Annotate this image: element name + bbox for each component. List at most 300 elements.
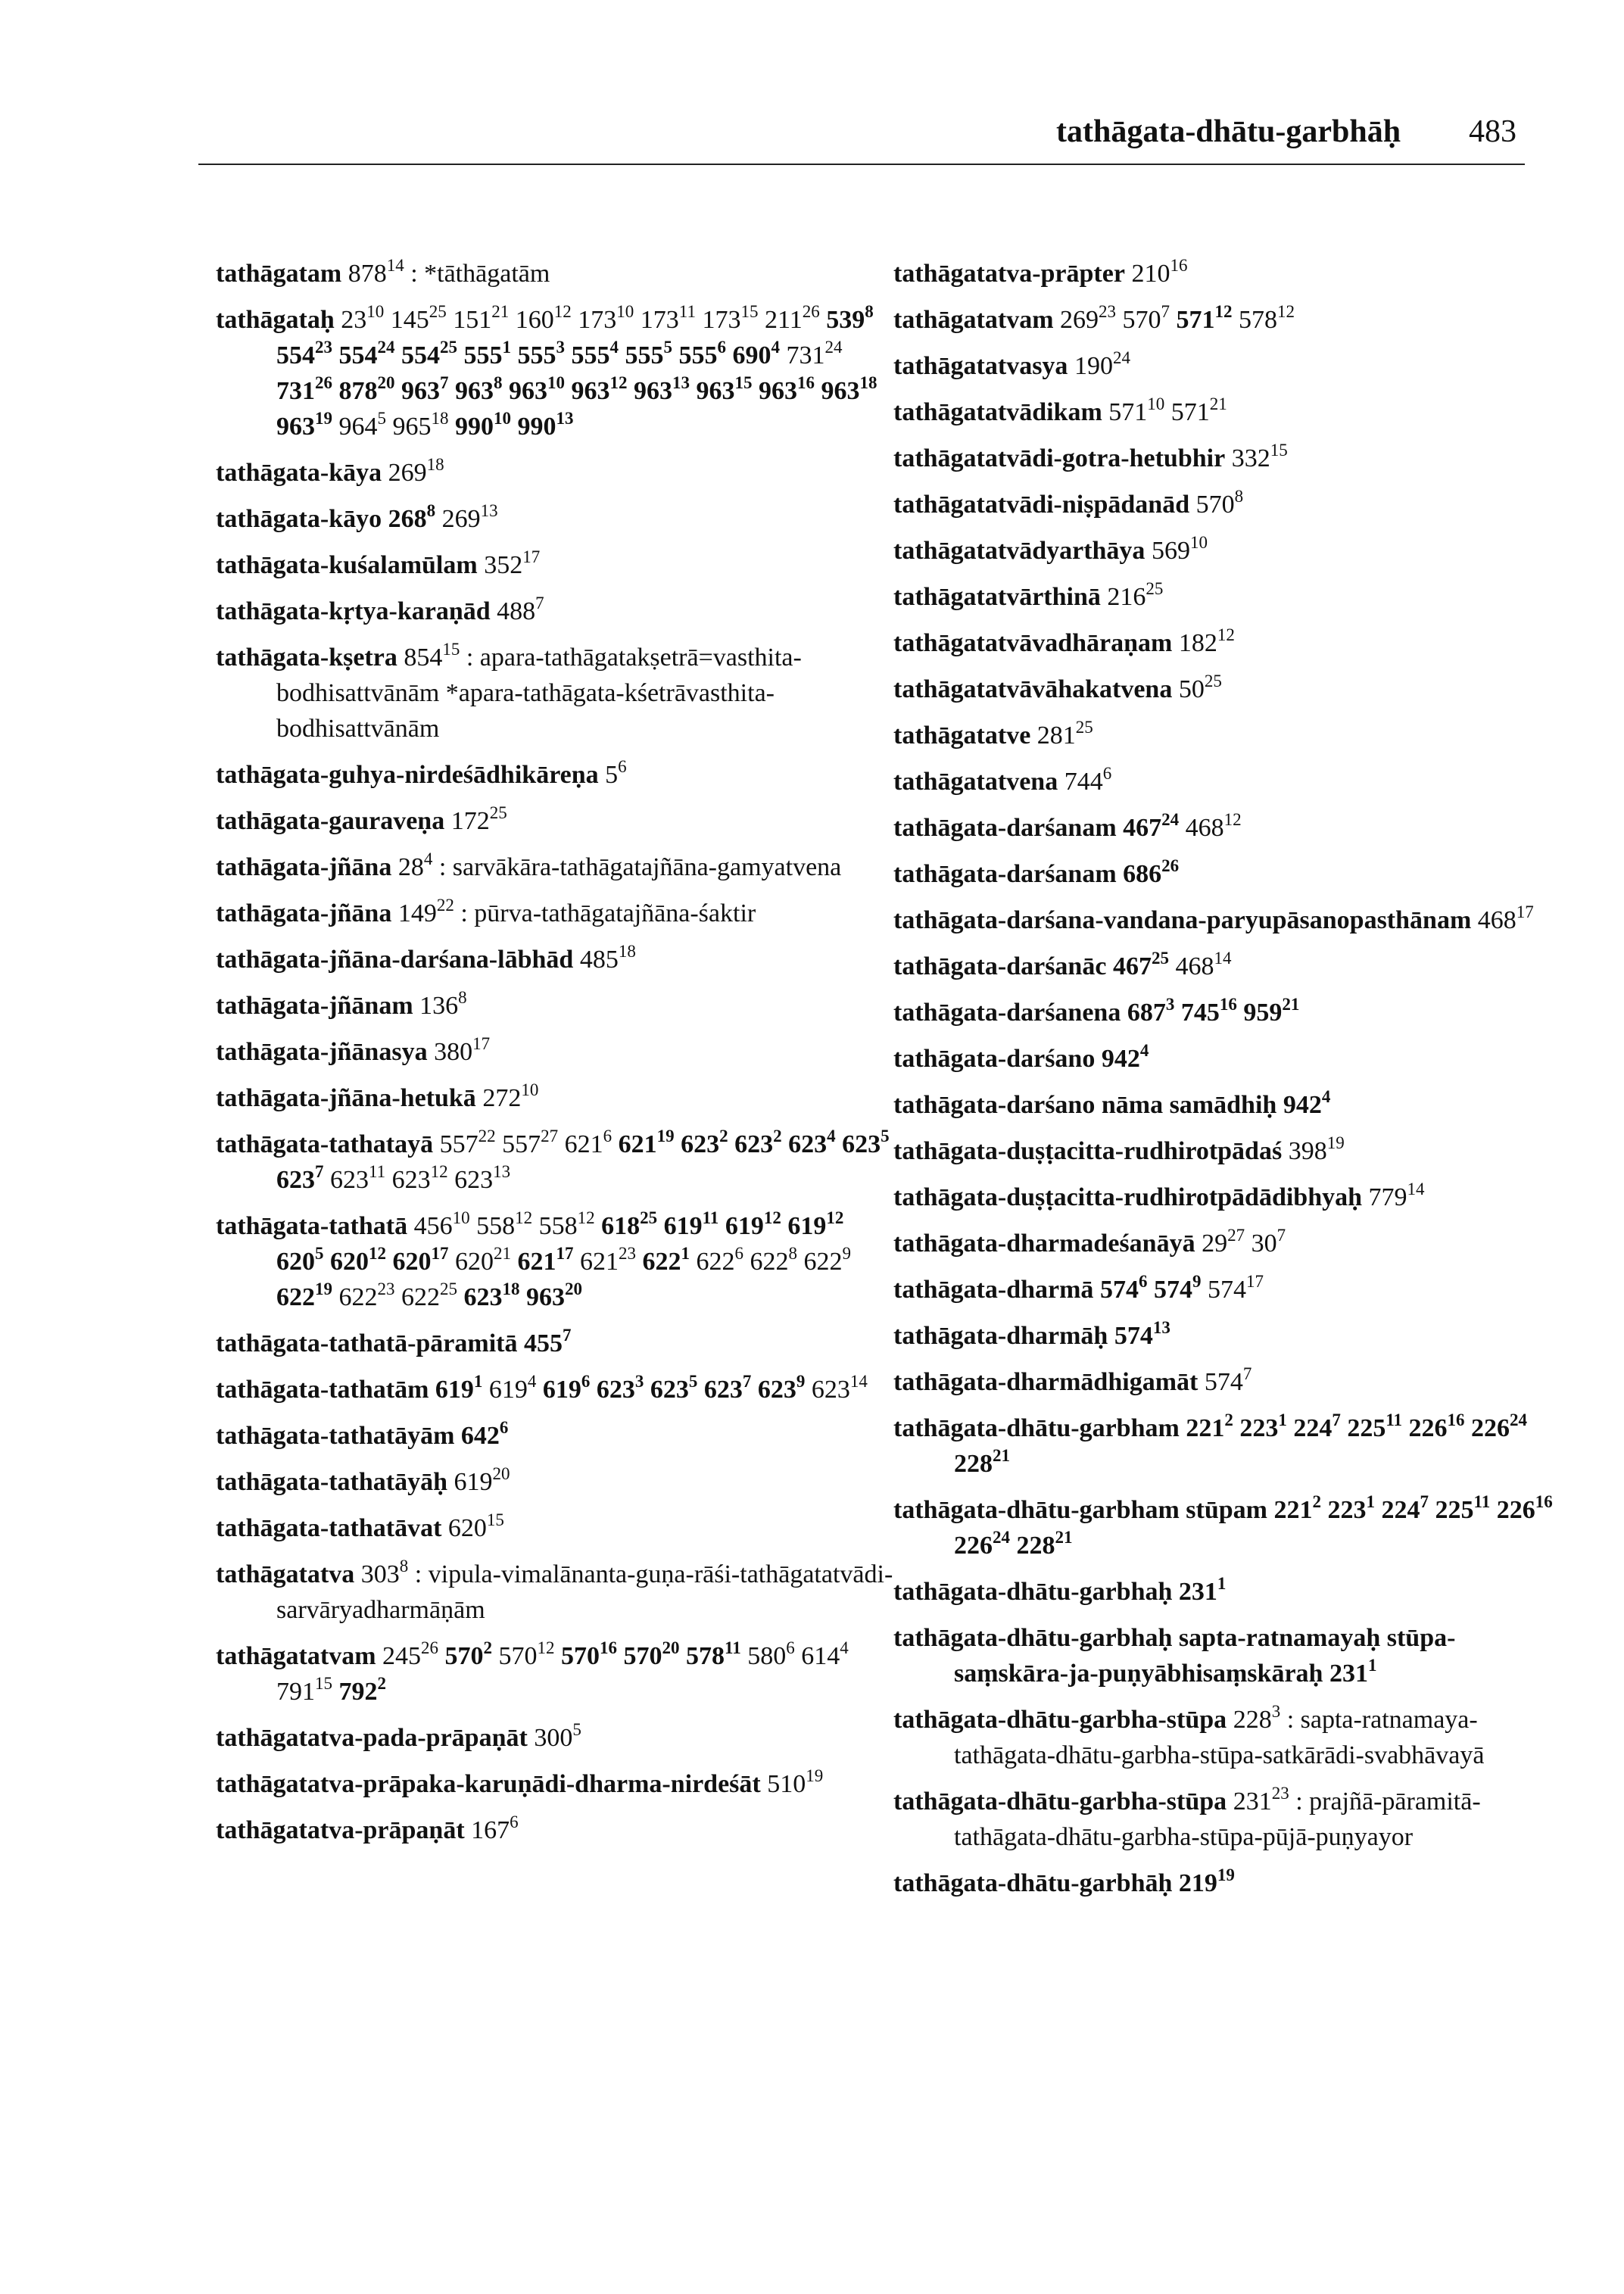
page-reference — [434, 1034, 491, 1066]
reference-line: 1 — [502, 338, 511, 357]
page-reference — [1293, 1410, 1341, 1442]
reference-page: 231 — [1178, 1578, 1217, 1606]
reference-page: 745 — [1180, 999, 1220, 1027]
reference-line: 11 — [369, 1162, 386, 1181]
entry-headword: tathāgatatve — [893, 722, 1031, 750]
reference-line: 1 — [1278, 1410, 1287, 1429]
index-entry — [216, 1372, 897, 1407]
reference-page: 574 — [1204, 1368, 1243, 1396]
page-reference — [1123, 810, 1180, 842]
page-reference — [1435, 1492, 1491, 1524]
entry-headword: tathāgatatva-pada-prāpaṇāt — [216, 1724, 528, 1752]
reference-line: 18 — [502, 1279, 520, 1298]
reference-line: 12 — [826, 1208, 844, 1227]
page-reference — [571, 338, 619, 369]
reference-page: 779 — [1368, 1183, 1407, 1211]
entry-headword: tathāgata-dhātu-garbhaḥ sapta-ratnamayaḥ stūpa-saṃskāra-ja-puṇyābhisaṃskāraḥ — [893, 1624, 1456, 1688]
reference-page: 539 — [826, 306, 865, 334]
entry-headword: tathāgata-darśana-vandana-paryupāsanopasthānam — [893, 906, 1472, 934]
index-entry — [893, 1041, 1560, 1077]
reference-page: 621 — [618, 1130, 657, 1158]
index-entry — [893, 1702, 1560, 1773]
page-reference — [502, 1127, 559, 1158]
reference-line: 5 — [663, 338, 672, 357]
page-reference — [488, 1372, 537, 1404]
entry-headword: tathāgata-kṣetra — [216, 644, 397, 672]
reference-line: 4 — [1139, 1041, 1149, 1060]
reference-line: 17 — [556, 1244, 574, 1263]
page-reference — [1239, 302, 1295, 334]
reference-page: 224 — [1293, 1414, 1333, 1442]
reference-page: 623 — [681, 1130, 720, 1158]
reference-page: 210 — [1131, 260, 1170, 288]
page-reference — [276, 1244, 324, 1276]
reference-page: 269 — [1060, 306, 1099, 334]
page-reference — [498, 1638, 555, 1670]
entry-headword: tathāgata-dhātu-garbham stūpam — [893, 1496, 1267, 1524]
reference-line: 21 — [1282, 995, 1300, 1014]
reference-page: 160 — [515, 306, 554, 334]
reference-line: 20 — [492, 1464, 510, 1483]
reference-page: 621 — [517, 1248, 556, 1276]
reference-line: 10 — [521, 1080, 539, 1099]
page-reference — [534, 1720, 581, 1752]
reference-line: 6 — [1102, 764, 1112, 783]
reference-page: 167 — [471, 1816, 510, 1844]
reference-line: 2 — [773, 1127, 782, 1145]
page-reference — [330, 1162, 386, 1194]
page-reference — [341, 302, 385, 334]
page-reference — [1180, 995, 1237, 1027]
reference-page: 145 — [390, 306, 429, 334]
reference-page: 854 — [404, 644, 443, 672]
reference-line: 22 — [478, 1127, 496, 1145]
reference-page: 5 — [605, 761, 619, 789]
entry-headword: tathāgatatvādi-niṣpādanād — [893, 491, 1190, 519]
page-reference — [1368, 1180, 1425, 1211]
reference-line: 8 — [426, 501, 436, 520]
page-reference — [1202, 1226, 1245, 1258]
reference-page: 963 — [821, 377, 860, 405]
reference-page: 303 — [360, 1560, 400, 1588]
page-reference — [601, 1208, 658, 1240]
page-reference — [786, 338, 843, 369]
reference-page: 269 — [388, 459, 427, 487]
reference-line: 18 — [859, 373, 877, 392]
page-reference — [338, 1674, 387, 1706]
page-reference — [460, 1418, 509, 1450]
page-reference — [388, 455, 444, 487]
reference-line: 3 — [634, 1372, 644, 1391]
page-reference — [1016, 1528, 1073, 1560]
reference-page: 623 — [330, 1166, 369, 1194]
entry-headword: tathāgata-darśanam — [893, 814, 1117, 842]
reference-line: 24 — [377, 338, 395, 357]
reference-page: 578 — [686, 1642, 725, 1670]
reference-page: 571 — [1176, 306, 1215, 334]
reference-line: 14 — [1214, 949, 1232, 968]
reference-line: 15 — [315, 1674, 332, 1693]
page-reference — [1170, 394, 1227, 426]
index-entry — [893, 1364, 1560, 1400]
page-reference — [476, 1208, 533, 1240]
entry-headword: tathāgata-jñāna-darśana-lābhād — [216, 946, 574, 974]
page-reference — [678, 338, 727, 369]
index-entry — [893, 718, 1560, 753]
entry-headword: tathāgata-jñāna — [216, 899, 392, 927]
page-reference — [441, 501, 498, 533]
page-reference — [1207, 1272, 1264, 1304]
reference-page: 963 — [696, 377, 735, 405]
reference-page: 352 — [484, 551, 523, 579]
reference-line: 6 — [717, 338, 726, 357]
page-reference — [390, 302, 447, 334]
index-entry — [893, 902, 1560, 938]
page-reference — [1273, 1492, 1322, 1524]
reference-page: 211 — [764, 306, 803, 334]
reference-line: 24 — [1112, 348, 1130, 367]
page-reference — [1036, 718, 1093, 750]
page-reference — [842, 1127, 890, 1158]
reference-page: 570 — [1195, 491, 1235, 519]
reference-page: 173 — [640, 306, 679, 334]
reference-page: 686 — [1123, 860, 1162, 888]
reference-line: 15 — [442, 640, 460, 659]
entry-headword: tathāgata-guhya-nirdeśādhikāreṇa — [216, 761, 599, 789]
page-reference — [642, 1244, 690, 1276]
page-reference — [1131, 256, 1188, 288]
reference-page: 964 — [338, 413, 378, 441]
page-reference — [338, 1279, 395, 1311]
reference-page: 622 — [338, 1283, 378, 1311]
page-reference — [623, 1638, 680, 1670]
reference-line: 7 — [1420, 1492, 1429, 1511]
page-reference — [484, 547, 541, 579]
reference-page: 963 — [276, 413, 315, 441]
reference-line: 4 — [609, 338, 619, 357]
page-reference — [338, 338, 395, 369]
reference-page: 990 — [455, 413, 494, 441]
reference-page: 619 — [435, 1376, 474, 1404]
page-reference — [1108, 394, 1165, 426]
reference-page: 272 — [482, 1084, 522, 1112]
page-reference — [579, 942, 636, 974]
reference-page: 963 — [401, 377, 440, 405]
entry-headword: tathāgata-tathatām — [216, 1376, 429, 1404]
reference-line: 12 — [515, 1208, 533, 1227]
page-reference — [517, 1244, 574, 1276]
reference-line: 8 — [494, 373, 503, 392]
page-reference — [1107, 579, 1164, 611]
page-reference — [954, 1528, 1010, 1560]
reference-page: 173 — [702, 306, 741, 334]
page-reference — [1127, 995, 1175, 1027]
index-entry — [893, 1620, 1560, 1691]
reference-line: 8 — [399, 1557, 409, 1576]
reference-page: 623 — [650, 1376, 689, 1404]
reference-line: 23 — [377, 1279, 395, 1298]
page-reference — [526, 1279, 582, 1311]
index-entry — [216, 1812, 897, 1848]
reference-page: 965 — [392, 413, 432, 441]
reference-line: 10 — [1147, 394, 1165, 413]
reference-line: 12 — [537, 1638, 555, 1657]
reference-line: 2 — [719, 1127, 728, 1145]
reference-page: 554 — [276, 341, 315, 369]
page-reference — [1251, 1226, 1286, 1258]
page-reference — [618, 1127, 675, 1158]
reference-page: 29 — [1202, 1230, 1228, 1258]
reference-line: 8 — [865, 302, 874, 321]
entry-headword: tathāgata-kṛtya-karaṇād — [216, 597, 491, 625]
page-reference — [1186, 1410, 1233, 1442]
reference-page: 620 — [330, 1248, 369, 1276]
page-reference — [564, 1127, 613, 1158]
reference-page: 23 — [341, 306, 367, 334]
reference-page: 485 — [579, 946, 619, 974]
reference-line: 16 — [1447, 1410, 1465, 1429]
reference-line: 25 — [1075, 718, 1093, 737]
page-reference — [463, 338, 512, 369]
reference-line: 26 — [421, 1638, 439, 1657]
header-rule — [198, 164, 1525, 165]
entry-note: : *tāthāgatām — [410, 260, 550, 288]
index-entry — [893, 1318, 1560, 1354]
page-number: 483 — [1469, 114, 1516, 149]
page-reference — [419, 988, 467, 1020]
entry-headword: tathāgata-tathatāvat — [216, 1514, 442, 1542]
reference-line: 12 — [609, 373, 628, 392]
reference-line: 12 — [577, 1208, 595, 1227]
reference-page: 623 — [734, 1130, 774, 1158]
reference-line: 23 — [619, 1244, 636, 1263]
entry-headword: tathāgata-gauraveṇa — [216, 807, 445, 835]
reference-page: 228 — [1016, 1532, 1055, 1560]
page-reference — [391, 1162, 448, 1194]
page-reference — [1239, 1410, 1287, 1442]
index-entry — [216, 1208, 897, 1315]
reference-line: 7 — [563, 1326, 572, 1345]
reference-page: 622 — [276, 1283, 315, 1311]
reference-page: 332 — [1231, 444, 1270, 472]
page-reference — [1381, 1492, 1429, 1524]
entry-headword: tathāgata-tathatā — [216, 1212, 408, 1240]
reference-page: 578 — [1239, 306, 1278, 334]
page-reference — [524, 1326, 572, 1357]
index-entry — [216, 1127, 897, 1198]
reference-page: 620 — [276, 1248, 315, 1276]
reference-line: 19 — [656, 1127, 675, 1145]
page-reference — [634, 373, 690, 405]
index-entry — [893, 579, 1560, 615]
index-entry — [893, 487, 1560, 522]
page-reference — [455, 409, 511, 441]
reference-line: 11 — [678, 302, 696, 321]
reference-page: 30 — [1251, 1230, 1277, 1258]
entry-headword: tathāgatatvāvadhāraṇam — [893, 629, 1173, 657]
reference-line: 24 — [1161, 810, 1180, 829]
reference-page: 618 — [601, 1212, 641, 1240]
reference-page: 623 — [463, 1283, 503, 1311]
reference-line: 25 — [440, 1279, 457, 1298]
entry-headword: tathāgatatvādikam — [893, 398, 1102, 426]
reference-line: 20 — [377, 373, 395, 392]
entry-headword: tathāgata-dhātu-garbha-stūpa — [893, 1788, 1227, 1816]
reference-page: 50 — [1178, 675, 1205, 703]
page-reference — [1178, 625, 1235, 657]
entry-headword: tathāgataḥ — [216, 306, 335, 334]
reference-line: 10 — [494, 409, 511, 428]
reference-line: 22 — [436, 896, 454, 915]
reference-page: 226 — [1496, 1496, 1535, 1524]
reference-page: 570 — [1122, 306, 1161, 334]
entry-headword: tathāgata-darśanāc — [893, 952, 1107, 980]
reference-line: 6 — [603, 1127, 613, 1145]
reference-line: 6 — [734, 1244, 743, 1263]
reference-line: 23 — [315, 338, 332, 357]
reference-line: 20 — [565, 1279, 582, 1298]
reference-page: 619 — [787, 1212, 827, 1240]
reference-line: 13 — [556, 409, 574, 428]
entry-headword: tathāgata-jñānasya — [216, 1038, 428, 1066]
index-entry — [893, 1865, 1560, 1901]
index-entry — [216, 1418, 897, 1454]
page-reference — [401, 1279, 457, 1311]
reference-line: 7 — [1276, 1226, 1286, 1245]
index-entry — [893, 1087, 1560, 1123]
page-reference — [348, 256, 404, 288]
index-entry — [893, 256, 1560, 291]
reference-page: 580 — [747, 1642, 787, 1670]
reference-line: 12 — [553, 302, 572, 321]
page-reference — [276, 338, 332, 369]
reference-page: 151 — [453, 306, 492, 334]
reference-line: 24 — [993, 1528, 1010, 1547]
reference-page: 224 — [1381, 1496, 1420, 1524]
page-reference — [578, 302, 634, 334]
page-reference — [515, 302, 572, 334]
page-reference — [392, 409, 449, 441]
page-reference — [1496, 1492, 1553, 1524]
reference-page: 990 — [517, 413, 556, 441]
page-reference — [625, 338, 673, 369]
page-reference — [747, 1638, 795, 1670]
page-reference — [811, 1372, 868, 1404]
entry-headword: tathāgata-tathatā-pāramitā — [216, 1329, 518, 1357]
index-entry — [216, 757, 897, 793]
index-entry — [216, 501, 897, 537]
reference-page: 468 — [1477, 906, 1516, 934]
reference-page: 221 — [1273, 1496, 1313, 1524]
reference-line: 8 — [788, 1244, 797, 1263]
reference-page: 959 — [1243, 999, 1283, 1027]
reference-page: 621 — [580, 1248, 619, 1276]
reference-line: 12 — [1223, 810, 1242, 829]
reference-page: 216 — [1107, 583, 1146, 611]
entry-headword: tathāgata-darśano nāma samādhiḥ — [893, 1091, 1277, 1119]
entry-headword: tathāgata-darśano — [893, 1045, 1096, 1073]
reference-page: 621 — [564, 1130, 603, 1158]
entry-headword: tathāgata-tathatāyāḥ — [216, 1468, 447, 1496]
reference-line: 6 — [499, 1418, 509, 1437]
page-reference — [542, 1372, 591, 1404]
reference-line: 11 — [702, 1208, 719, 1227]
page-reference — [1114, 1318, 1170, 1350]
page-reference — [580, 1244, 636, 1276]
reference-line: 14 — [1407, 1180, 1425, 1198]
page-reference — [447, 1510, 504, 1542]
reference-page: 963 — [759, 377, 797, 405]
reference-page: 398 — [1288, 1137, 1327, 1165]
reference-line: 12 — [1217, 625, 1235, 644]
reference-page: 570 — [498, 1642, 538, 1670]
reference-page: 554 — [338, 341, 378, 369]
reference-line: 10 — [1189, 533, 1208, 552]
reference-line: 2 — [1224, 1410, 1233, 1429]
reference-line: 1 — [1367, 1656, 1377, 1675]
reference-page: 172 — [450, 807, 490, 835]
index-entry — [216, 1510, 897, 1546]
entry-headword: tathāgatatvāvāhakatvena — [893, 675, 1173, 703]
entry-note: : apara-tathāgatakṣetrā=vasthita-bodhisattvānām *apara-tathāgata-kśetrāvasthita-bodhisattvānām — [276, 644, 802, 743]
reference-line: 21 — [494, 1244, 511, 1263]
reference-page: 555 — [571, 341, 610, 369]
reference-line: 9 — [796, 1372, 806, 1391]
reference-page: 455 — [524, 1329, 563, 1357]
entry-headword: tathāgatatvasya — [893, 352, 1068, 380]
reference-page: 622 — [750, 1248, 789, 1276]
page-reference — [1231, 441, 1288, 472]
reference-line: 5 — [315, 1244, 324, 1263]
reference-line: 19 — [1217, 1865, 1235, 1884]
reference-page: 269 — [441, 505, 481, 533]
reference-page: 456 — [413, 1212, 453, 1240]
index-entry — [216, 256, 897, 291]
entry-note: : prajñā-pāramitā-tathāgata-dhātu-garbha-stūpa-pūjā-puṇyayor — [954, 1788, 1481, 1851]
page-reference — [439, 1127, 496, 1158]
page-reference — [787, 1208, 844, 1240]
reference-line: 11 — [1473, 1492, 1491, 1511]
page-reference — [276, 1279, 332, 1311]
reference-page: 467 — [1123, 814, 1162, 842]
entry-headword: tathāgata-kāyo — [216, 505, 382, 533]
index-entry — [216, 594, 897, 629]
entry-headword: tathāgata-darśanam — [893, 860, 1117, 888]
page-reference — [757, 1372, 806, 1404]
entry-headword: tathāgata-dhātu-garbha-stūpa — [893, 1706, 1227, 1734]
entry-headword: tathāgata-jñāna-hetukā — [216, 1084, 476, 1112]
page-reference — [1074, 348, 1130, 380]
page-reference — [444, 1638, 493, 1670]
reference-page: 622 — [642, 1248, 681, 1276]
reference-page: 268 — [388, 505, 427, 533]
reference-page: 226 — [1471, 1414, 1510, 1442]
reference-line: 5 — [688, 1372, 698, 1391]
page-reference — [338, 409, 387, 441]
reference-line: 14 — [386, 256, 404, 275]
reference-line: 23 — [1099, 302, 1117, 321]
page-reference — [1151, 533, 1208, 565]
reference-line: 27 — [541, 1127, 559, 1145]
page-reference — [397, 896, 454, 927]
reference-line: 27 — [1227, 1226, 1245, 1245]
reference-line: 9 — [1192, 1272, 1202, 1291]
reference-line: 19 — [1326, 1133, 1345, 1152]
reference-line: 24 — [1510, 1410, 1528, 1429]
page-reference — [413, 1208, 470, 1240]
entry-headword: tathāgata-dhātu-garbham — [893, 1414, 1180, 1442]
reference-line: 18 — [426, 455, 444, 474]
